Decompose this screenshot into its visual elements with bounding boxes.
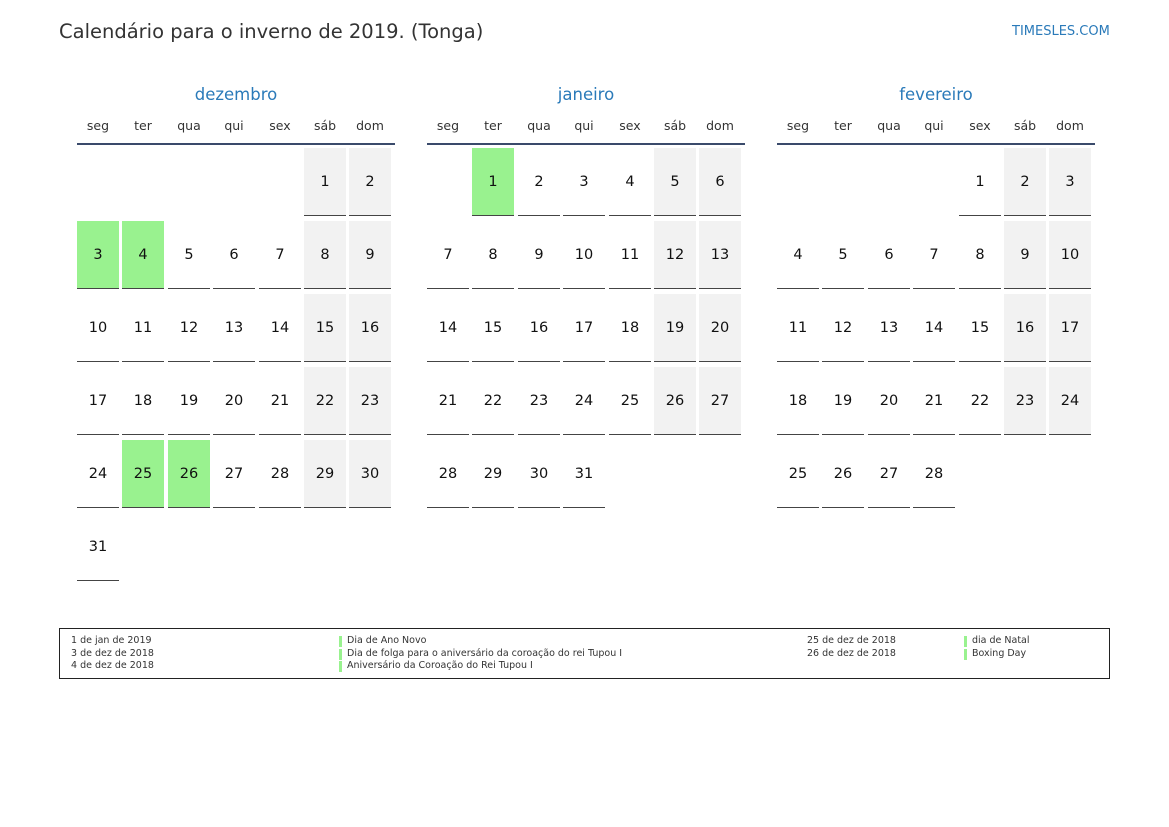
weekday-label: qua: [877, 118, 901, 133]
day-cell: 15: [304, 294, 346, 362]
day-cell: 26: [822, 440, 864, 508]
day-cell: 29: [304, 440, 346, 508]
weekday-label: sex: [619, 118, 641, 133]
day-cell: 7: [427, 221, 469, 289]
day-cell: 16: [518, 294, 560, 362]
legend-date: 25 de dez de 2018: [807, 635, 896, 646]
day-cell: 10: [563, 221, 605, 289]
day-cell: 2: [1004, 148, 1046, 216]
legend-date: 26 de dez de 2018: [807, 647, 896, 659]
day-cell: 11: [777, 294, 819, 362]
holiday-day-cell: 1: [472, 148, 514, 216]
weekday-header: [77, 118, 395, 145]
weekday-label: sex: [969, 118, 991, 133]
legend-holiday-marker: [339, 636, 342, 647]
legend-holiday-marker: [964, 636, 967, 647]
day-cell: 12: [168, 294, 210, 362]
day-cell: 30: [518, 440, 560, 508]
day-cell: 6: [868, 221, 910, 289]
day-cell: 24: [77, 440, 119, 508]
weekday-label: seg: [436, 118, 460, 133]
weekday-label: ter: [134, 118, 152, 133]
day-cell: 31: [563, 440, 605, 508]
day-cell: 25: [777, 440, 819, 508]
legend-holiday-name: Aniversário da Coroação do Rei Tupou I: [347, 660, 533, 671]
month-janeiro: [427, 84, 745, 482]
day-cell: 23: [349, 367, 391, 435]
day-cell: 8: [304, 221, 346, 289]
legend-holiday-marker: [964, 649, 967, 660]
day-cell: 6: [699, 148, 741, 216]
day-cell: 15: [959, 294, 1001, 362]
legend-holiday-name: Dia de folga para o aniversário da coroação do rei Tupou I: [347, 647, 623, 659]
weekday-label: sex: [269, 118, 291, 133]
day-cell: 18: [122, 367, 164, 435]
day-cell: 14: [427, 294, 469, 362]
day-cell: 20: [868, 367, 910, 435]
day-cell: 6: [213, 221, 255, 289]
day-cell: 15: [472, 294, 514, 362]
day-cell: 26: [654, 367, 696, 435]
day-cell: 11: [609, 221, 651, 289]
month-name: dezembro: [194, 85, 278, 104]
month-name: janeiro: [557, 85, 615, 104]
day-cell: 11: [122, 294, 164, 362]
day-cell: 10: [77, 294, 119, 362]
day-cell: 19: [822, 367, 864, 435]
day-cell: 21: [427, 367, 469, 435]
day-cell: 17: [77, 367, 119, 435]
weekday-label: ter: [834, 118, 852, 133]
day-cell: 24: [563, 367, 605, 435]
day-cell: 7: [913, 221, 955, 289]
day-cell: 17: [1049, 294, 1091, 362]
day-cell: 23: [518, 367, 560, 435]
day-cell: 21: [913, 367, 955, 435]
day-cell: 31: [77, 513, 119, 581]
day-cell: 23: [1004, 367, 1046, 435]
day-cell: 25: [609, 367, 651, 435]
day-cell: 9: [349, 221, 391, 289]
day-cell: 12: [822, 294, 864, 362]
day-cell: 2: [518, 148, 560, 216]
day-cell: 12: [654, 221, 696, 289]
legend-holiday-marker: [339, 661, 342, 672]
weekday-label: dom: [1056, 118, 1084, 133]
day-cell: 18: [777, 367, 819, 435]
day-cell: 3: [1049, 148, 1091, 216]
legend-date: 4 de dez de 2018: [71, 660, 154, 671]
day-cell: 28: [427, 440, 469, 508]
weekday-label: ter: [484, 118, 502, 133]
day-cell: 27: [213, 440, 255, 508]
day-cell: 20: [699, 294, 741, 362]
day-cell: 19: [654, 294, 696, 362]
day-cell: 13: [213, 294, 255, 362]
day-cell: 4: [777, 221, 819, 289]
legend-holiday-marker: [339, 649, 342, 660]
month-name: fevereiro: [899, 85, 973, 104]
day-cell: 20: [213, 367, 255, 435]
holiday-day-cell: 26: [168, 440, 210, 508]
day-cell: 4: [609, 148, 651, 216]
day-cell: 28: [913, 440, 955, 508]
weekday-label: qui: [924, 118, 944, 133]
weekday-label: qui: [574, 118, 594, 133]
weekday-label: dom: [356, 118, 384, 133]
month-dezembro: [77, 84, 395, 555]
day-cell: 27: [868, 440, 910, 508]
legend-date: 3 de dez de 2018: [71, 647, 154, 659]
day-cell: 22: [472, 367, 514, 435]
day-cell: 3: [563, 148, 605, 216]
day-cell: 30: [349, 440, 391, 508]
day-cell: 8: [959, 221, 1001, 289]
weekday-label: sáb: [663, 118, 687, 133]
day-cell: 2: [349, 148, 391, 216]
day-cell: 22: [959, 367, 1001, 435]
day-cell: 13: [699, 221, 741, 289]
weekday-label: sáb: [313, 118, 337, 133]
day-cell: 28: [259, 440, 301, 508]
holiday-day-cell: 4: [122, 221, 164, 289]
weekday-label: qua: [527, 118, 551, 133]
day-cell: 18: [609, 294, 651, 362]
day-cell: 19: [168, 367, 210, 435]
day-cell: 27: [699, 367, 741, 435]
legend-holiday-name: Boxing Day: [972, 647, 1027, 659]
weekday-label: seg: [86, 118, 110, 133]
day-cell: 29: [472, 440, 514, 508]
day-cell: 13: [868, 294, 910, 362]
day-cell: 9: [1004, 221, 1046, 289]
weekday-label: qui: [224, 118, 244, 133]
day-cell: 21: [259, 367, 301, 435]
day-cell: 14: [259, 294, 301, 362]
weekday-label: sáb: [1013, 118, 1037, 133]
weekday-header: [777, 118, 1095, 145]
holiday-day-cell: 3: [77, 221, 119, 289]
day-cell: 8: [472, 221, 514, 289]
weekday-label: qua: [177, 118, 201, 133]
day-cell: 1: [304, 148, 346, 216]
day-cell: 17: [563, 294, 605, 362]
day-cell: 1: [959, 148, 1001, 216]
legend-holiday-name: Dia de Ano Novo: [347, 635, 427, 646]
legend-holiday-name: dia de Natal: [972, 635, 1030, 646]
weekday-label: dom: [706, 118, 734, 133]
holiday-legend: [59, 628, 1110, 679]
day-cell: 22: [304, 367, 346, 435]
day-cell: 16: [349, 294, 391, 362]
day-cell: 5: [654, 148, 696, 216]
day-cell: 24: [1049, 367, 1091, 435]
day-cell: 9: [518, 221, 560, 289]
day-cell: 7: [259, 221, 301, 289]
day-cell: 5: [822, 221, 864, 289]
day-cell: 14: [913, 294, 955, 362]
day-cell: 5: [168, 221, 210, 289]
page-title: Calendário para o inverno de 2019. (Tonga): [59, 20, 484, 43]
weekday-header: [427, 118, 745, 145]
holiday-day-cell: 25: [122, 440, 164, 508]
legend-date: 1 de jan de 2019: [71, 635, 152, 646]
month-fevereiro: [777, 84, 1095, 482]
day-cell: 10: [1049, 221, 1091, 289]
day-cell: 16: [1004, 294, 1046, 362]
site-link[interactable]: TIMESLES.COM: [1012, 24, 1110, 39]
weekday-label: seg: [786, 118, 810, 133]
